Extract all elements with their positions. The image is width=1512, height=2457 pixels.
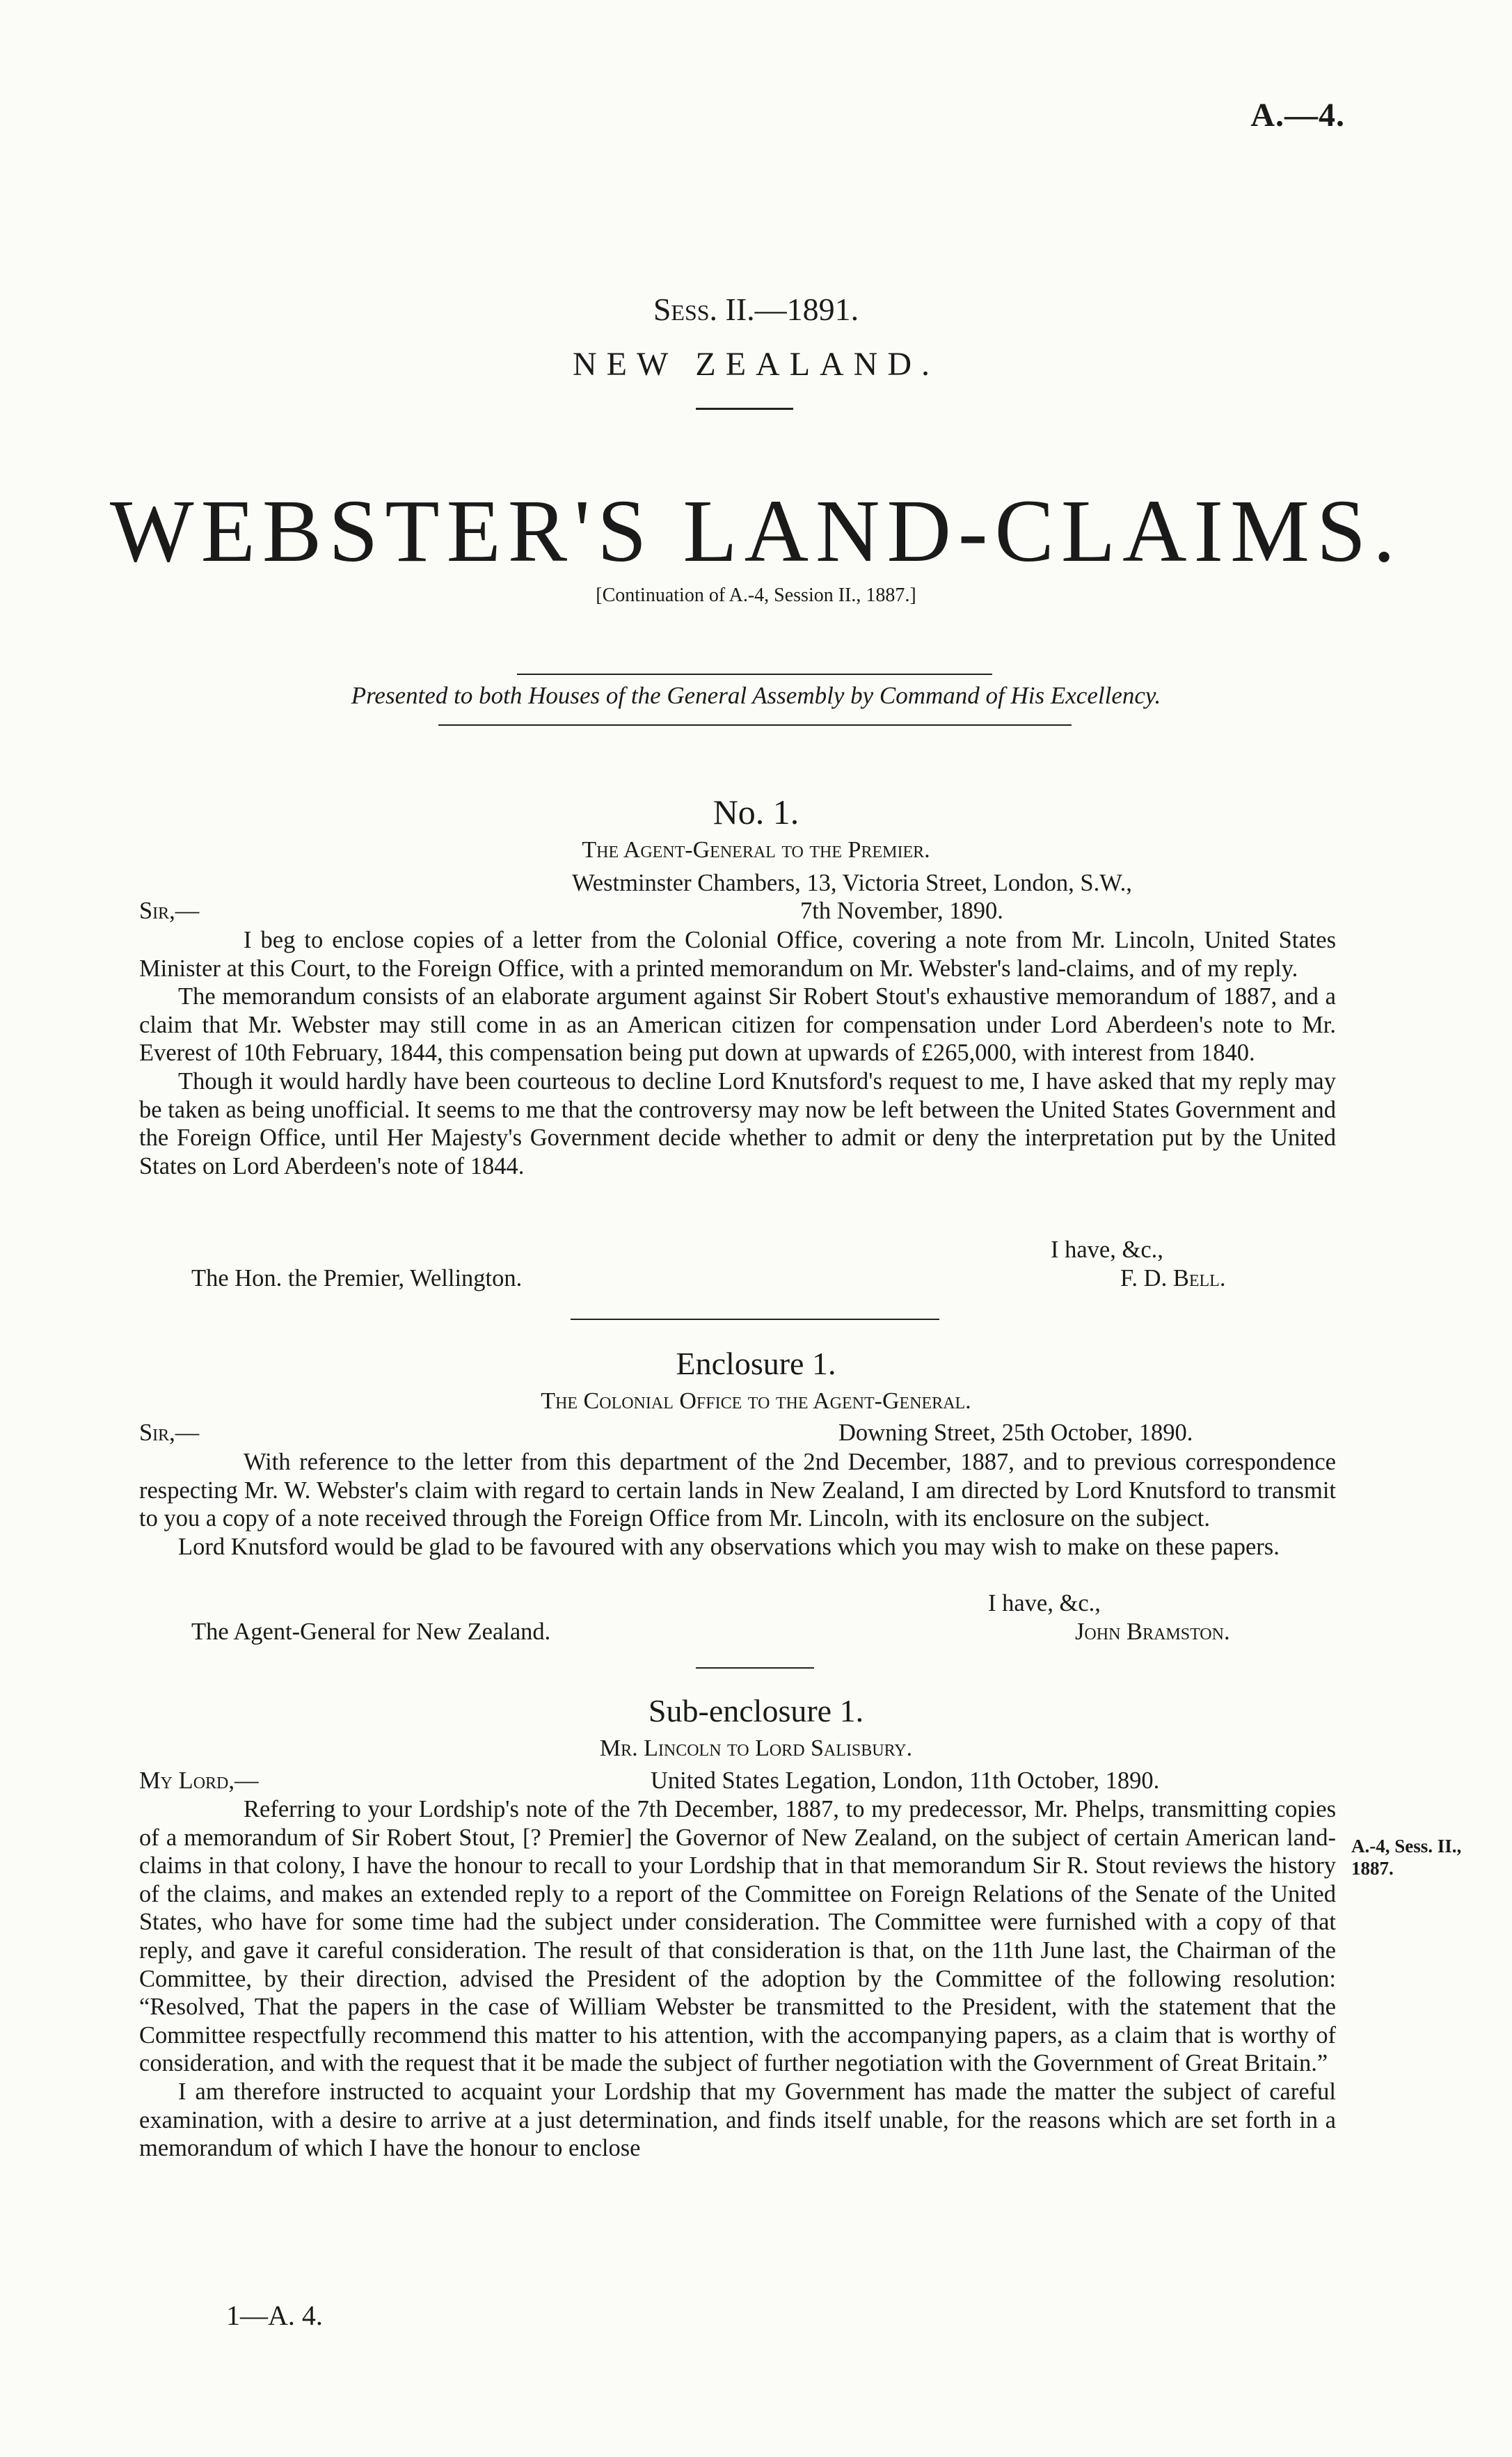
margin-reference: A.-4, Sess. II., 1887. (1351, 1836, 1462, 1879)
paragraph: Though it would hardly have been courteous to decline Lord Knutsford's request to me, I have asked that my reply may be taken as being unofficial. It seems to me that the controversy may now be left between the United States Government and the Foreign Office, until Her Majesty's Government decide whether to admit or deny the interpretation put by the United States on Lord Aberdeen's note of 1844. (139, 1067, 1337, 1179)
signature: John Bramston. (1075, 1619, 1230, 1645)
paragraph: With reference to the letter from this department of the 2nd December, 1887, and to previous correspondence respecting Mr. W. Webster's claim with regard to certain lands in New Zealand, I am directed by Lord Knutsford to transmit to you a copy of a note received through the Foreign Office from Mr. Lincoln, with its enclosure on the subject. (139, 1449, 1336, 1532)
paragraph: The memorandum consists of an elaborate argument against Sir Robert Stout's exhaustive memorandum of 1887, and a claim that Mr. Webster may still come in as an American citizen for compensation under Lord Aberdeen's note to Mr. Everest of 10th February, 1844, this compensation being put down at upwards of £265,000, with interest from 1840. (139, 983, 1336, 1067)
sub-enclosure-address-date: United States Legation, London, 11th October, 1890. (651, 1767, 1160, 1794)
addressee: The Agent-General for New Zealand. (191, 1619, 551, 1645)
continuation-note: [Continuation of A.-4, Session II., 1887.] (596, 585, 916, 606)
divider (696, 1667, 814, 1669)
divider (571, 1319, 939, 1320)
divider (517, 674, 992, 675)
letter-number: No. 1. (713, 793, 799, 832)
divider (438, 724, 1072, 726)
sub-enclosure-number: Sub-enclosure 1. (648, 1693, 864, 1728)
closing: I have, &c., (1051, 1237, 1163, 1263)
sub-enclosure-body (139, 1795, 1336, 2163)
salutation: Sir,— (139, 1420, 200, 1446)
presented-line: Presented to both Houses of the General Assembly by Command of His Excellency. (351, 682, 1161, 709)
signature: F. D. Bell. (1120, 1265, 1226, 1291)
salutation: Sir,— (139, 898, 200, 924)
enclosure-address-date: Downing Street, 25th October, 1890. (838, 1420, 1193, 1446)
sub-enclosure-heading: Mr. Lincoln to Lord Salisbury. (599, 1735, 913, 1761)
paragraph: I beg to enclose copies of a letter from the Colonial Office, covering a note from Mr. Lincoln, United States Minister at this Court, to the Foreign Office, with a printed memorandum on Mr. Webster's land-claims, and of my reply. (139, 927, 1336, 982)
country-line: NEW ZEALAND. (572, 346, 940, 383)
enclosure-body (139, 1448, 1336, 1561)
letter-address: Westminster Chambers, 13, Victoria Street, London, S.W., (572, 870, 1132, 896)
enclosure-number: Enclosure 1. (676, 1346, 836, 1381)
paragraph: Referring to your Lordship's note of the 7th December, 1887, to my predecessor, Mr. Phelps, transmitting copies of a memorandum of Sir Robert Stout, [? Premier] the Governor of New Zealand, on the subject of certain American land-claims in that colony, I have the honour to recall to your Lordship that in that memorandum Sir R. Stout reviews the history of the claims, and makes an extended reply to a report of the Committee on Foreign Relations of the Senate of the United States, who have for some time had the subject under consideration. The Committee were furnished with a copy of that reply, and gave it careful consideration. The result of that consideration is that, on the 11th June last, the Chairman of the Committee, by their direction, advised the President of the adoption by the Committee of the following resolution: “Resolved, That the papers in the case of William Webster be transmitted to the President, with the statement that the Committee respectfully recommend this matter to his attention, with the accompanying papers, as a claim that is worthy of consideration, and with the request that it be made the subject of further negotiation with the Government of Great Britain.” (139, 1796, 1336, 2077)
enclosure-heading: The Colonial Office to the Agent-General. (541, 1388, 971, 1414)
session-line: Sess. II.—1891. (653, 292, 859, 327)
letter-heading: The Agent-General to the Premier. (582, 837, 930, 863)
letter-body (139, 926, 1336, 1180)
closing: I have, &c., (988, 1590, 1101, 1616)
divider (696, 408, 793, 410)
paragraph: Lord Knutsford would be glad to be favoured with any observations which you may wish to make on these papers. (178, 1533, 1280, 1560)
page-footer-reference: 1—A. 4. (226, 2300, 323, 2331)
salutation: My Lord,— (139, 1767, 259, 1794)
document-reference: A.—4. (1250, 97, 1345, 134)
letter-date: 7th November, 1890. (800, 898, 1003, 924)
page-title: WEBSTER'S LAND-CLAIMS. (109, 482, 1403, 580)
paragraph: I am therefore instructed to acquaint your Lordship that my Government has made the matter the subject of careful examination, with a desire to arrive at a just determination, and finds itself unable, for the reasons which are set forth in a memorandum of which I have the honour to enclose (139, 2078, 1336, 2162)
addressee: The Hon. the Premier, Wellington. (191, 1265, 523, 1291)
